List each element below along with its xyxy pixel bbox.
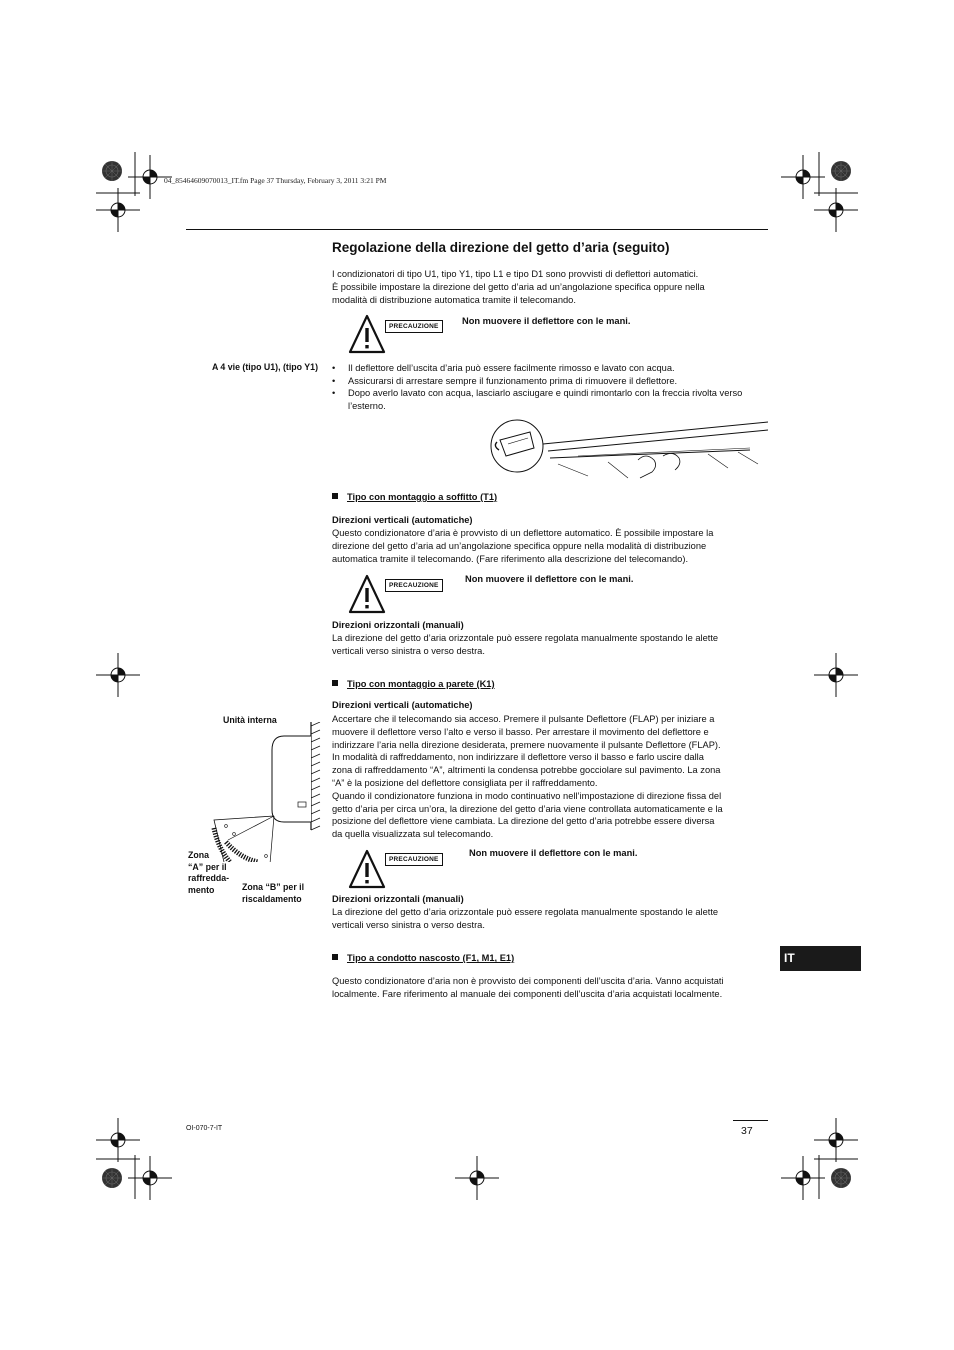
text-line: posizione del deflettore viene cambiata. La direzione del getto d’aria potrebbe essere diversa	[332, 816, 715, 827]
wall-heading	[332, 679, 495, 689]
ceiling-vertical-text	[332, 527, 772, 565]
ceiling-heading	[332, 492, 497, 502]
label-line: “A” per il	[188, 861, 227, 872]
file-slug: 04_85464609070013_IT.fm Page 37 Thursday, February 3, 2011 3:21 PM	[164, 176, 387, 185]
text-line: Quando il condizionatore funziona in modo continuativo nell’impostazione di direzione fissa del	[332, 790, 722, 801]
wall-horizontal-title: Direzioni orizzontali (manuali)	[332, 894, 464, 904]
label-line: raffredda-	[188, 873, 230, 883]
caution-badge: PRECAUZIONE	[385, 320, 443, 333]
list-item: • Assicurarsi di arrestare sempre il funzionamento prima di rimuovere il deflettore.	[332, 375, 772, 388]
list-item: • Il deflettore dell’uscita d’aria può essere facilmente rimosso e lavato con acqua.	[332, 362, 772, 375]
ceiling-horizontal-text	[332, 632, 772, 658]
text-line: La direzione del getto d’aria orizzontale può essere regolata manualmente spostando le alette	[332, 907, 719, 917]
page-title: Regolazione della direzione del getto d’aria (seguito)	[332, 240, 670, 255]
wall-unit-airflow-diagram	[200, 722, 326, 862]
label-line: mento	[188, 884, 215, 895]
section-heading-text: Tipo a condotto nascosto (F1, M1, E1)	[347, 953, 515, 963]
text-line: muovere il deflettore verso l’alto e verso il basso. Per arrestare il movimento del deflettore e	[332, 726, 709, 737]
text-line: Questo condizionatore d’aria è provvisto di un deflettore automatico. È possibile impostare la	[332, 528, 714, 538]
four-way-label: A 4 vie (tipo U1), (tipo Y1)	[211, 362, 318, 372]
square-bullet-icon	[332, 680, 338, 686]
text-line: indirizzare l’aria nella direzione desiderata, premere nuovamente il pulsante Deflettore (FLAP).	[332, 739, 721, 750]
language-tab-label: IT	[784, 951, 795, 965]
caution-badge: PRECAUZIONE	[385, 853, 443, 866]
duct-text	[332, 975, 772, 1001]
caution-badge: PRECAUZIONE	[385, 579, 443, 592]
label-line: Zona “B” per il	[242, 882, 305, 892]
text-line: automatica tramite il telecomando. (Fare riferimento alla descrizione del telecomando).	[332, 553, 689, 564]
indoor-unit-label: Unità interna	[223, 715, 277, 725]
four-way-bullets	[332, 362, 772, 412]
duct-heading	[332, 953, 514, 963]
text-line: Accertare che il telecomando sia acceso. Premere il pulsante Deflettore (FLAP) per iniziare a	[332, 714, 715, 724]
text-line: È possibile impostare la direzione del getto d’aria ad un’angolazione specifica oppure nella	[332, 281, 705, 292]
text-line: direzione del getto d’aria ad un’angolazione specifica oppure nella modalità di distribuzione	[332, 540, 707, 551]
square-bullet-icon	[332, 954, 338, 960]
top-rule	[186, 229, 768, 230]
text-line: verticali verso sinistra o verso destra.	[332, 919, 485, 930]
warning-triangle-icon	[348, 574, 386, 614]
section-heading-text: Tipo con montaggio a parete (K1)	[347, 679, 495, 689]
text-line: verticali verso sinistra o verso destra.	[332, 645, 485, 656]
square-bullet-icon	[332, 493, 338, 499]
language-tab	[780, 946, 861, 971]
text-line: localmente. Fare riferimento al manuale dei componenti dell’uscita d’aria acquistati localmente.	[332, 988, 723, 999]
caution-text: Non muovere il deflettore con le mani.	[469, 848, 638, 858]
text-line: La direzione del getto d’aria orizzontale può essere regolata manualmente spostando le alette	[332, 633, 719, 643]
zone-a-label	[188, 850, 229, 896]
page-number: 37	[741, 1125, 753, 1137]
text-line: da quella visualizzata sul telecomando.	[332, 829, 494, 840]
caution-text: Non muovere il deflettore con le mani.	[462, 316, 631, 326]
ceiling-horizontal-title: Direzioni orizzontali (manuali)	[332, 620, 464, 630]
warning-triangle-icon	[348, 849, 386, 889]
document-code: OI-070-7-IT	[186, 1125, 223, 1132]
warning-triangle-icon	[348, 314, 386, 354]
wall-horizontal-text	[332, 906, 772, 932]
text-line: modalità di distribuzione automatica tramite il telecomando.	[332, 294, 576, 305]
text-line: zona di raffreddamento “A”, altrimenti la condensa potrebbe gocciolare sul pavimento. La zona	[332, 765, 721, 776]
list-item: • Dopo averlo lavato con acqua, lasciarlo asciugare e quindi rimontarlo con la freccia rivolta verso l’esterno.	[332, 387, 772, 412]
page-number-rule	[733, 1120, 768, 1121]
text-line: I condizionatori di tipo U1, tipo Y1, tipo L1 e tipo D1 sono provvisti di deflettori automatici.	[332, 269, 699, 279]
text-line: In modalità di raffreddamento, non indirizzare il deflettore verso il basso e farlo uscire dalla	[332, 752, 704, 763]
ceiling-vertical-title: Direzioni verticali (automatiche)	[332, 515, 473, 525]
wall-vertical-text	[332, 713, 772, 841]
wall-vertical-title: Direzioni verticali (automatiche)	[332, 700, 473, 710]
text-line: getto d’aria per circa un’ora, la direzione del getto d’aria viene controllata automaticamente e la	[332, 803, 723, 814]
text-line: “A” è la posizione del deflettore consigliata per il raffreddamento.	[332, 777, 598, 788]
intro-text	[332, 268, 772, 306]
zone-b-label	[242, 882, 304, 905]
label-line: Zona	[188, 850, 210, 860]
caution-text: Non muovere il deflettore con le mani.	[465, 574, 634, 584]
deflector-removal-illustration	[488, 418, 770, 480]
label-line: riscaldamento	[242, 893, 302, 904]
text-line: Questo condizionatore d’aria non è provvisto dei componenti dell’uscita d’aria. Vanno acquistati	[332, 976, 724, 986]
section-heading-text: Tipo con montaggio a soffitto (T1)	[347, 492, 498, 502]
